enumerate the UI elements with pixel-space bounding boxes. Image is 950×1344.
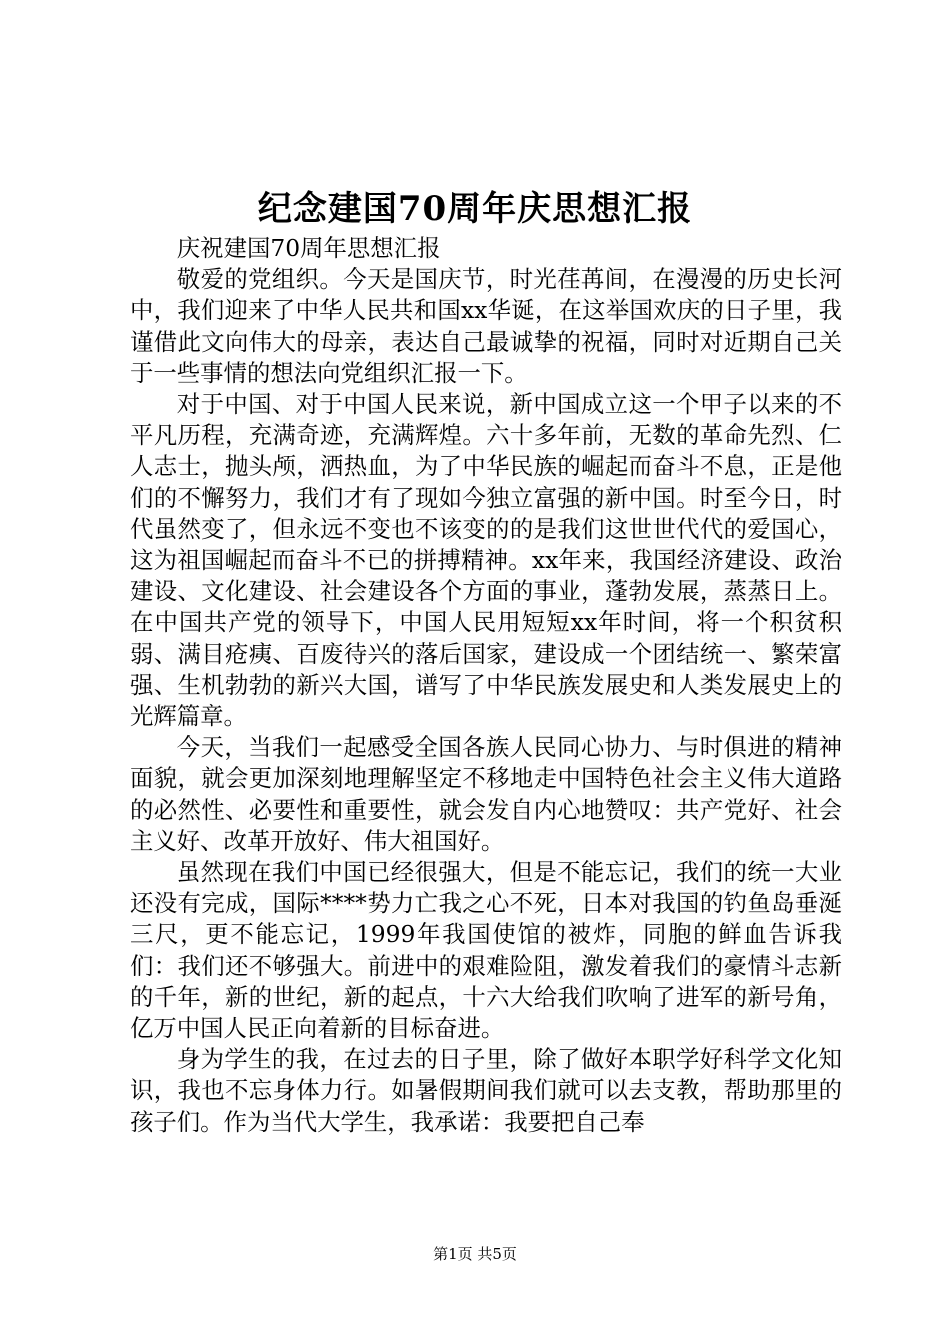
body-paragraph: 对于中国、对于中国人民来说，新中国成立这一个甲子以来的不平凡历程，充满奇迹，充满辉煌。六十多年前，无数的革命先烈、仁人志士，抛头颅，洒热血，为了中华民族的崛起而奋斗不息，正是他们的不懈努力，我们才有了现如今独立富强的新中国。时至今日，时代虽然变了，但永远不变也不该变的的是我们这世世代代的爱国心，这为祖国崛起而奋斗不已的拼搏精神。xx年来，我国经济建设、政治建设、文化建设、社会建设各个方面的事业，蓬勃发展，蒸蒸日上。在中国共产党的领导下，中国人民用短短xx年时间，将一个积贫积弱、满目疮痍、百废待兴的落后国家，建设成一个团结统一、繁荣富强、生机勃勃的新兴大国，谱写了中华民族发展史和人类发展史上的光辉篇章。 <box>130 390 842 731</box>
body-paragraph: 虽然现在我们中国已经很强大，但是不能忘记，我们的统一大业还没有完成，国际****势力亡我之心不死，日本对我国的钓鱼岛垂涎三尺，更不能忘记，1999年我国使馆的被炸，同胞的鲜血告诉我们：我们还不够强大。前进中的艰难险阻，激发着我们的豪情斗志新的千年，新的世纪，新的起点，十六大给我们吹响了进军的新号角，亿万中国人民正向着新的目标奋进。 <box>130 858 842 1043</box>
body-paragraph: 身为学生的我，在过去的日子里，除了做好本职学好科学文化知识，我也不忘身体力行。如暑假期间我们就可以去支教，帮助那里的孩子们。作为当代大学生，我承诺：我要把自己奉 <box>130 1045 842 1136</box>
page-number-footer: 第1页 共5页 <box>433 1245 517 1263</box>
body-paragraph: 敬爱的党组织。今天是国庆节，时光荏苒间，在漫漫的历史长河中，我们迎来了中华人民共和国xx华诞，在这举国欢庆的日子里，我谨借此文向伟大的母亲，表达自己最诚挚的祝福，同时对近期自己关于一些事情的想法向党组织汇报一下。 <box>130 265 842 387</box>
body-paragraph: 今天，当我们一起感受全国各族人民同心协力、与时俱进的精神面貌，就会更加深刻地理解坚定不移地走中国特色社会主义伟大道路的必然性、必要性和重要性，就会发自内心地赞叹：共产党好、社会主义好、改革开放好、伟大祖国好。 <box>130 733 842 855</box>
subtitle-paragraph: 庆祝建国70周年思想汇报 <box>176 234 441 262</box>
document-title: 纪念建国70周年庆思想汇报 <box>257 189 693 229</box>
document-body <box>130 233 842 1138</box>
